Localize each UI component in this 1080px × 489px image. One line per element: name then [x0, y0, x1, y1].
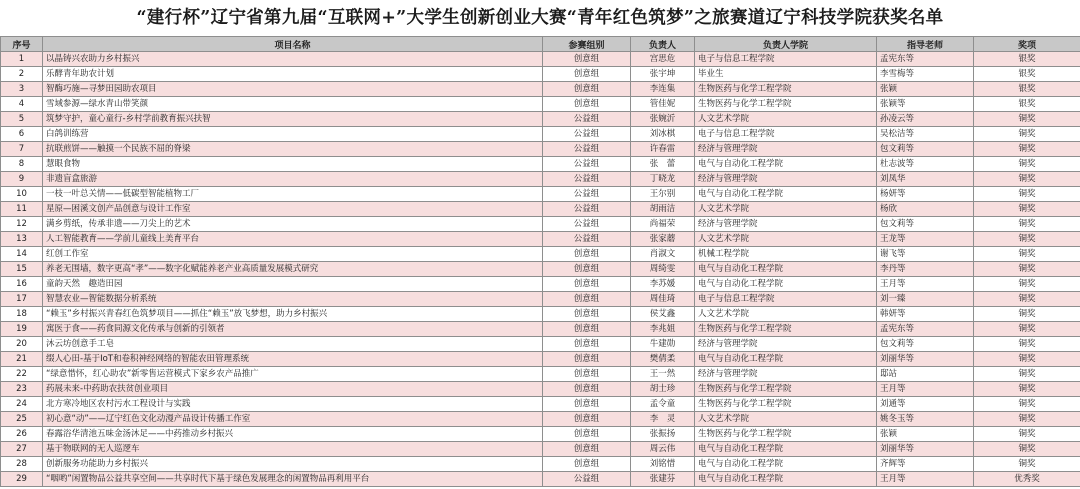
- cell-group: 公益组: [543, 187, 631, 202]
- cell-project: 北方寒冷地区农村污水工程设计与实践: [43, 397, 543, 412]
- cell-award: 铜奖: [974, 427, 1080, 442]
- table-row: [1, 247, 1080, 262]
- cell-project: 寓医于食——药食同源文化传承与创新的引领者: [43, 322, 543, 337]
- table-row: [1, 112, 1080, 127]
- table-row: [1, 142, 1080, 157]
- cell-index: 27: [1, 442, 43, 457]
- cell-advisor: 王月等: [877, 382, 974, 397]
- cell-index: 13: [1, 232, 43, 247]
- cell-college: 经济与管理学院: [695, 367, 877, 382]
- cell-index: 5: [1, 112, 43, 127]
- cell-advisor: 李丹等: [877, 262, 974, 277]
- cell-index: 22: [1, 367, 43, 382]
- cell-advisor: 邸站: [877, 367, 974, 382]
- cell-index: 18: [1, 307, 43, 322]
- cell-award: 铜奖: [974, 127, 1080, 142]
- cell-project: “绿意惜怀，红心助农”新零售运营模式下家乡农产品推广: [43, 367, 543, 382]
- cell-index: 29: [1, 472, 43, 487]
- cell-project: 星原—困溪文创产品创意与设计工作室: [43, 202, 543, 217]
- cell-leader: 周绮雯: [631, 262, 695, 277]
- cell-index: 3: [1, 82, 43, 97]
- cell-project: 缀人心田-基于IoT和卷积神经网络的智能农田管理系统: [43, 352, 543, 367]
- table-row: [1, 97, 1080, 112]
- cell-college: 人文艺术学院: [695, 232, 877, 247]
- cell-leader: 周云伟: [631, 442, 695, 457]
- cell-advisor: 刘丽华等: [877, 442, 974, 457]
- cell-award: 铜奖: [974, 352, 1080, 367]
- cell-leader: 管佳妮: [631, 97, 695, 112]
- table-row: [1, 397, 1080, 412]
- cell-group: 公益组: [543, 157, 631, 172]
- cell-advisor: 李雪梅等: [877, 67, 974, 82]
- cell-index: 23: [1, 382, 43, 397]
- cell-group: 创意组: [543, 97, 631, 112]
- table-row: [1, 82, 1080, 97]
- cell-index: 24: [1, 397, 43, 412]
- col-header-advisor: 指导老师: [877, 37, 974, 52]
- cell-group: 公益组: [543, 217, 631, 232]
- cell-college: 电气与自动化工程学院: [695, 157, 877, 172]
- cell-project: 红创工作室: [43, 247, 543, 262]
- cell-index: 19: [1, 322, 43, 337]
- cell-award: 铜奖: [974, 382, 1080, 397]
- cell-leader: 张家蘑: [631, 232, 695, 247]
- cell-college: 电子与信息工程学院: [695, 127, 877, 142]
- table-row: [1, 157, 1080, 172]
- cell-award: 铜奖: [974, 142, 1080, 157]
- cell-project: 春露浴华清池五味金汤沐足——中药推动乡村振兴: [43, 427, 543, 442]
- cell-project: “咽哟”闲置物品公益共享空间——共享时代下基于绿色发展理念的闲置物品再利用平台: [43, 472, 543, 487]
- cell-project: 慧眼食物: [43, 157, 543, 172]
- cell-index: 7: [1, 142, 43, 157]
- cell-award: 铜奖: [974, 112, 1080, 127]
- cell-college: 电气与自动化工程学院: [695, 277, 877, 292]
- table-row: [1, 172, 1080, 187]
- cell-index: 8: [1, 157, 43, 172]
- cell-project: 养老无围墙，数字更高“孝”——数字化赋能养老产业高质量发展模式研究: [43, 262, 543, 277]
- cell-index: 28: [1, 457, 43, 472]
- cell-project: 一枝一叶总关情——低碳型智能植物工厂: [43, 187, 543, 202]
- cell-college: 生物医药与化学工程学院: [695, 397, 877, 412]
- award-table: [0, 36, 1080, 487]
- cell-advisor: 谢飞等: [877, 247, 974, 262]
- cell-leader: 张 蕾: [631, 157, 695, 172]
- cell-leader: 牛建勋: [631, 337, 695, 352]
- cell-award: 银奖: [974, 82, 1080, 97]
- cell-index: 6: [1, 127, 43, 142]
- header-row: [1, 37, 1080, 52]
- table-row: [1, 382, 1080, 397]
- cell-index: 26: [1, 427, 43, 442]
- cell-group: 创意组: [543, 262, 631, 277]
- cell-group: 创意组: [543, 292, 631, 307]
- cell-group: 创意组: [543, 382, 631, 397]
- cell-award: 铜奖: [974, 262, 1080, 277]
- cell-leader: 侯艾鑫: [631, 307, 695, 322]
- cell-group: 公益组: [543, 202, 631, 217]
- table-row: [1, 337, 1080, 352]
- cell-leader: 丁晓龙: [631, 172, 695, 187]
- cell-college: 电子与信息工程学院: [695, 292, 877, 307]
- table-row: [1, 262, 1080, 277]
- cell-leader: 周佳琦: [631, 292, 695, 307]
- cell-group: 创意组: [543, 307, 631, 322]
- cell-group: 公益组: [543, 172, 631, 187]
- cell-leader: 肖淑文: [631, 247, 695, 262]
- cell-award: 铜奖: [974, 217, 1080, 232]
- cell-project: 基于物联网的无人巡逻车: [43, 442, 543, 457]
- cell-college: 人文艺术学院: [695, 412, 877, 427]
- col-header-group: 参赛组别: [543, 37, 631, 52]
- cell-leader: 孟令童: [631, 397, 695, 412]
- cell-leader: 张宇坤: [631, 67, 695, 82]
- cell-leader: 许春雷: [631, 142, 695, 157]
- cell-advisor: 杜志波等: [877, 157, 974, 172]
- cell-award: 铜奖: [974, 442, 1080, 457]
- cell-index: 9: [1, 172, 43, 187]
- cell-leader: 胡雨洁: [631, 202, 695, 217]
- cell-college: 生物医药与化学工程学院: [695, 382, 877, 397]
- cell-college: 人文艺术学院: [695, 202, 877, 217]
- cell-group: 创意组: [543, 367, 631, 382]
- cell-college: 机械工程学院: [695, 247, 877, 262]
- cell-advisor: 张颖: [877, 82, 974, 97]
- cell-leader: 张建芬: [631, 472, 695, 487]
- cell-advisor: 杨妍等: [877, 187, 974, 202]
- cell-leader: 李连集: [631, 82, 695, 97]
- cell-group: 公益组: [543, 142, 631, 157]
- cell-index: 16: [1, 277, 43, 292]
- cell-project: 满乡剪纸，传承非遗——刀尖上的艺术: [43, 217, 543, 232]
- cell-college: 人文艺术学院: [695, 307, 877, 322]
- table-row: [1, 202, 1080, 217]
- cell-group: 创意组: [543, 322, 631, 337]
- table-row: [1, 67, 1080, 82]
- cell-advisor: 王月等: [877, 472, 974, 487]
- cell-award: 铜奖: [974, 457, 1080, 472]
- table-row: [1, 352, 1080, 367]
- cell-index: 2: [1, 67, 43, 82]
- cell-group: 创意组: [543, 457, 631, 472]
- cell-advisor: 孙凌云等: [877, 112, 974, 127]
- col-header-index: 序号: [1, 37, 43, 52]
- cell-leader: 刘铭惜: [631, 457, 695, 472]
- cell-advisor: 王月等: [877, 277, 974, 292]
- cell-advisor: 张颖: [877, 427, 974, 442]
- cell-leader: 樊倩柔: [631, 352, 695, 367]
- cell-college: 生物医药与化学工程学院: [695, 82, 877, 97]
- col-header-award: 奖项: [974, 37, 1080, 52]
- cell-advisor: 孟宪东等: [877, 322, 974, 337]
- cell-group: 创意组: [543, 277, 631, 292]
- cell-leader: 李 灵: [631, 412, 695, 427]
- cell-leader: 张婉沂: [631, 112, 695, 127]
- col-header-project: 项目名称: [43, 37, 543, 52]
- cell-index: 11: [1, 202, 43, 217]
- cell-advisor: 孟宪东等: [877, 52, 974, 67]
- table-row: [1, 307, 1080, 322]
- cell-college: 电气与自动化工程学院: [695, 457, 877, 472]
- cell-advisor: 刘通等: [877, 397, 974, 412]
- cell-group: 创意组: [543, 412, 631, 427]
- cell-group: 公益组: [543, 112, 631, 127]
- cell-group: 创意组: [543, 442, 631, 457]
- cell-project: 以晶铸兴农助力乡村振兴: [43, 52, 543, 67]
- cell-advisor: 刘一臻: [877, 292, 974, 307]
- cell-college: 毕业生: [695, 67, 877, 82]
- cell-advisor: 包文莉等: [877, 337, 974, 352]
- cell-award: 铜奖: [974, 307, 1080, 322]
- cell-project: 童韵天然 趣造田园: [43, 277, 543, 292]
- cell-college: 人文艺术学院: [695, 112, 877, 127]
- cell-college: 经济与管理学院: [695, 337, 877, 352]
- cell-award: 铜奖: [974, 187, 1080, 202]
- table-row: [1, 427, 1080, 442]
- cell-group: 公益组: [543, 472, 631, 487]
- cell-college: 电气与自动化工程学院: [695, 262, 877, 277]
- table-row: [1, 472, 1080, 487]
- cell-group: 创意组: [543, 52, 631, 67]
- cell-college: 经济与管理学院: [695, 142, 877, 157]
- cell-index: 12: [1, 217, 43, 232]
- table-row: [1, 367, 1080, 382]
- cell-index: 25: [1, 412, 43, 427]
- cell-award: 铜奖: [974, 292, 1080, 307]
- cell-advisor: 吴松洁等: [877, 127, 974, 142]
- cell-leader: 刘冰棋: [631, 127, 695, 142]
- cell-college: 电气与自动化工程学院: [695, 442, 877, 457]
- cell-award: 铜奖: [974, 277, 1080, 292]
- cell-project: 药展未来-中药助农扶贫创业项目: [43, 382, 543, 397]
- cell-index: 21: [1, 352, 43, 367]
- cell-college: 电气与自动化工程学院: [695, 472, 877, 487]
- table-row: [1, 292, 1080, 307]
- cell-project: 创新服务功能助力乡村振兴: [43, 457, 543, 472]
- table-row: [1, 187, 1080, 202]
- cell-group: 创意组: [543, 67, 631, 82]
- cell-leader: 胡士珍: [631, 382, 695, 397]
- cell-college: 电气与自动化工程学院: [695, 352, 877, 367]
- cell-project: 非遗盲盒旅游: [43, 172, 543, 187]
- cell-advisor: 刘凤华: [877, 172, 974, 187]
- cell-award: 铜奖: [974, 157, 1080, 172]
- cell-advisor: 姚冬玉等: [877, 412, 974, 427]
- cell-group: 公益组: [543, 127, 631, 142]
- cell-college: 电气与自动化工程学院: [695, 187, 877, 202]
- cell-leader: 李苏媛: [631, 277, 695, 292]
- table-row: [1, 457, 1080, 472]
- cell-leader: 张振扬: [631, 427, 695, 442]
- cell-award: 铜奖: [974, 202, 1080, 217]
- cell-index: 10: [1, 187, 43, 202]
- cell-index: 15: [1, 262, 43, 277]
- cell-group: 公益组: [543, 232, 631, 247]
- cell-award: 铜奖: [974, 232, 1080, 247]
- cell-advisor: 包文莉等: [877, 217, 974, 232]
- cell-leader: 宫思危: [631, 52, 695, 67]
- table-row: [1, 322, 1080, 337]
- cell-group: 创意组: [543, 397, 631, 412]
- cell-advisor: 包文莉等: [877, 142, 974, 157]
- cell-college: 生物医药与化学工程学院: [695, 322, 877, 337]
- cell-award: 银奖: [974, 67, 1080, 82]
- cell-index: 14: [1, 247, 43, 262]
- cell-advisor: 韩妍等: [877, 307, 974, 322]
- cell-group: 创意组: [543, 427, 631, 442]
- table-row: [1, 217, 1080, 232]
- cell-award: 铜奖: [974, 322, 1080, 337]
- col-header-college: 负责人学院: [695, 37, 877, 52]
- cell-award: 铜奖: [974, 337, 1080, 352]
- cell-award: 优秀奖: [974, 472, 1080, 487]
- table-row: [1, 277, 1080, 292]
- table-row: [1, 127, 1080, 142]
- cell-project: 人工智能教育——学前儿童线上美育平台: [43, 232, 543, 247]
- cell-project: 白鸽训练营: [43, 127, 543, 142]
- table-row: [1, 52, 1080, 67]
- table-row: [1, 232, 1080, 247]
- cell-group: 创意组: [543, 82, 631, 97]
- page-title: “建行杯”辽宁省第九届“互联网+”大学生创新创业大赛“青年红色筑梦”之旅赛道辽宁科技学院获奖名单: [136, 8, 944, 28]
- cell-index: 17: [1, 292, 43, 307]
- cell-advisor: 张颖等: [877, 97, 974, 112]
- cell-college: 生物医药与化学工程学院: [695, 97, 877, 112]
- cell-leader: 尚福荣: [631, 217, 695, 232]
- cell-leader: 李兆姐: [631, 322, 695, 337]
- table-row: [1, 412, 1080, 427]
- cell-advisor: 刘丽华等: [877, 352, 974, 367]
- cell-index: 1: [1, 52, 43, 67]
- col-header-leader: 负责人: [631, 37, 695, 52]
- cell-project: 沐云坊创意手工皂: [43, 337, 543, 352]
- cell-project: 智酶巧施—寻梦田园助农项目: [43, 82, 543, 97]
- cell-project: 抗联煎饼——触摸一个民族不屈的脊梁: [43, 142, 543, 157]
- cell-advisor: 杨欣: [877, 202, 974, 217]
- cell-award: 银奖: [974, 97, 1080, 112]
- cell-award: 铜奖: [974, 367, 1080, 382]
- cell-award: 铜奖: [974, 172, 1080, 187]
- cell-award: 铜奖: [974, 397, 1080, 412]
- cell-award: 银奖: [974, 52, 1080, 67]
- cell-advisor: 齐辉等: [877, 457, 974, 472]
- cell-award: 铜奖: [974, 247, 1080, 262]
- cell-college: 电子与信息工程学院: [695, 52, 877, 67]
- cell-group: 创意组: [543, 337, 631, 352]
- cell-college: 经济与管理学院: [695, 172, 877, 187]
- cell-project: 初心意“动”——辽宁红色文化动漫产品设计传播工作室: [43, 412, 543, 427]
- cell-group: 创意组: [543, 352, 631, 367]
- cell-college: 生物医药与化学工程学院: [695, 427, 877, 442]
- cell-project: 雪域参源—绿水青山带笑颜: [43, 97, 543, 112]
- cell-index: 4: [1, 97, 43, 112]
- cell-leader: 王尔别: [631, 187, 695, 202]
- cell-college: 经济与管理学院: [695, 217, 877, 232]
- cell-leader: 王一然: [631, 367, 695, 382]
- table-row: [1, 442, 1080, 457]
- cell-project: 乐酵青年助农计划: [43, 67, 543, 82]
- cell-advisor: 王龙等: [877, 232, 974, 247]
- cell-index: 20: [1, 337, 43, 352]
- cell-project: 智慧农业—智能数据分析系统: [43, 292, 543, 307]
- cell-award: 铜奖: [974, 412, 1080, 427]
- cell-project: “赖玉”乡村振兴青春红色筑梦项目——抓住“赖玉”放飞梦想，助力乡村振兴: [43, 307, 543, 322]
- cell-group: 创意组: [543, 247, 631, 262]
- cell-project: 筑梦守护，童心童行-乡村学前教育振兴扶智: [43, 112, 543, 127]
